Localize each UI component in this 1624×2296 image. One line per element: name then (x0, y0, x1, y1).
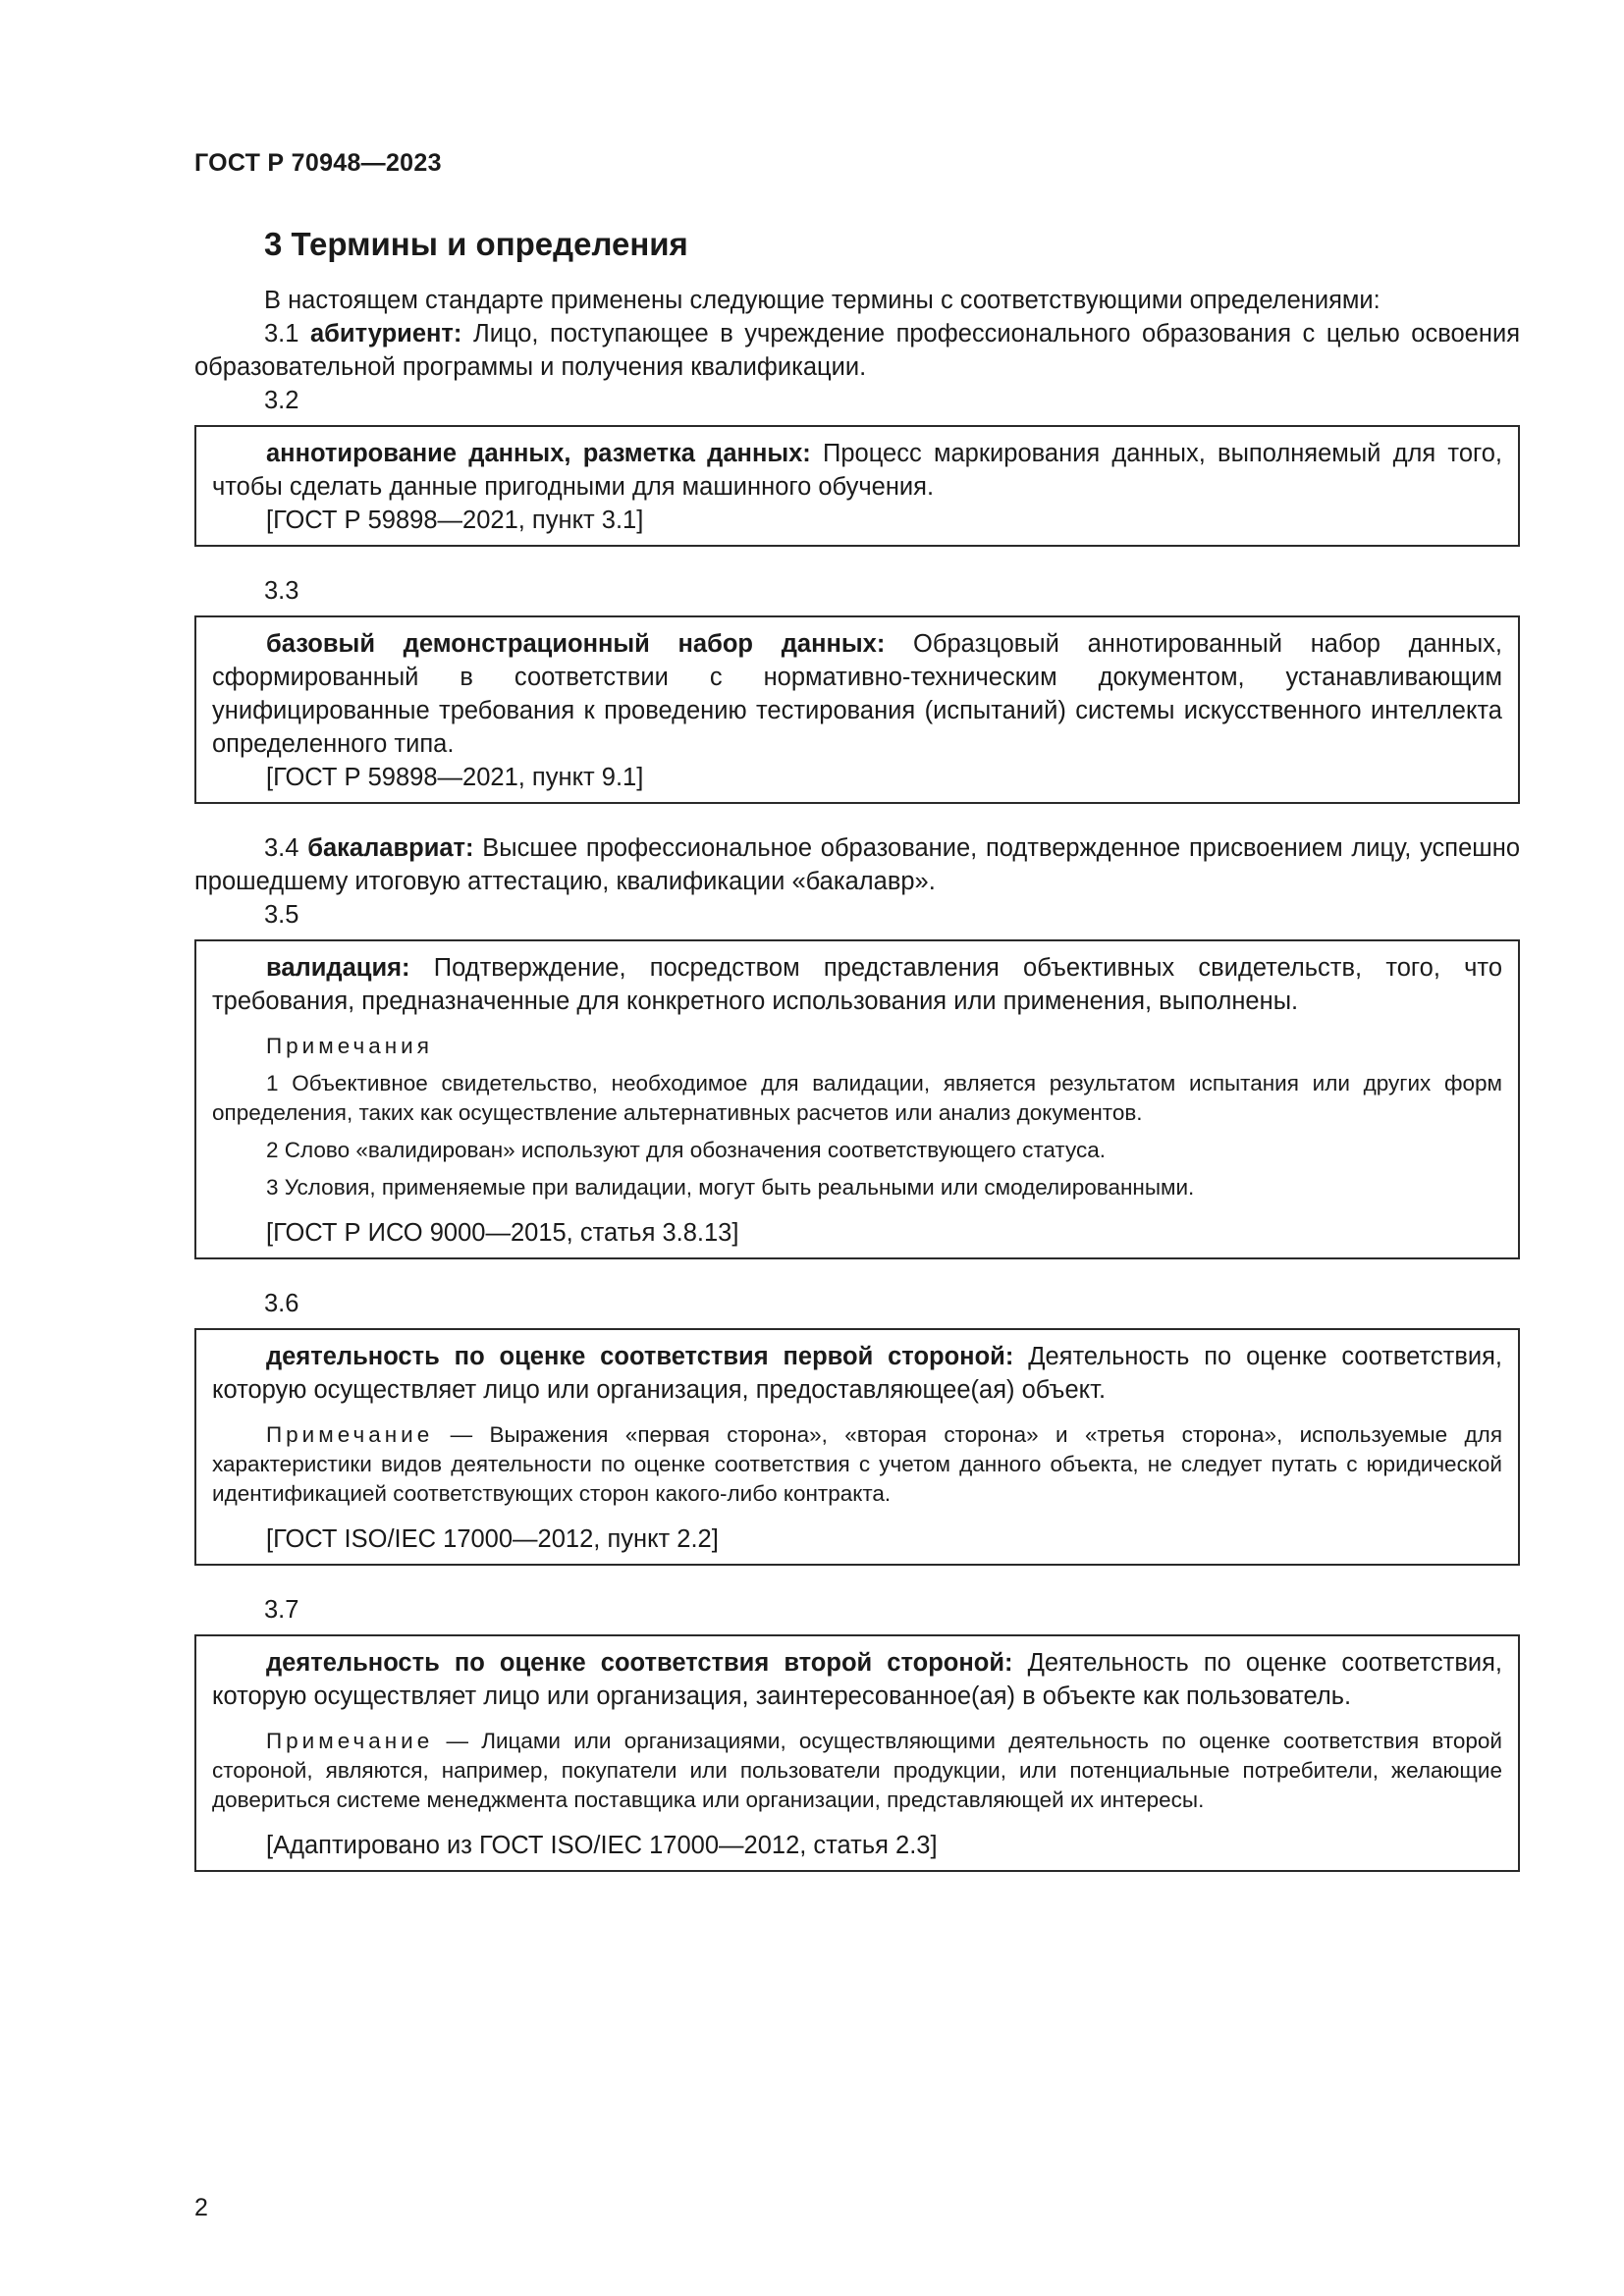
term-3-5 (212, 951, 1502, 1018)
note-label: Примечание (266, 1422, 434, 1447)
term-definition: Деятельность по оценке соответствия, которую осуществляет лицо или организация, заинтересованное(ая) в объекте как пользователь. (212, 1649, 1503, 1710)
term-source: [ГОСТ Р 59898—2021, пункт 9.1] (266, 764, 644, 791)
term-3-6 (212, 1340, 1502, 1407)
note-3: 3 Условия, применяемые при валидации, могут быть реальными или смоделированными. (266, 1175, 1195, 1200)
term-name: валидация: (266, 954, 410, 982)
note-1: 1 Объективное свидетельство, необходимое для валидации, является результатом испытания или других форм определения, таких как осуществление альтернативных расчетов или анализ документов. (212, 1071, 1502, 1125)
term-box-3-5 (194, 939, 1520, 1259)
term-number: 3.4 (264, 834, 299, 862)
term-box-3-2 (194, 425, 1520, 547)
term-note (212, 1420, 1502, 1509)
term-number: 3.1 (264, 320, 299, 347)
term-source: [ГОСТ Р 59898—2021, пункт 3.1] (266, 507, 644, 534)
term-number-3-5: 3.5 (264, 901, 299, 929)
section-body (194, 284, 1520, 1872)
note-text: — Выражения «первая сторона», «вторая сторона» и «третья сторона», используемые для характеристики видов деятельности по оценке соответствия с учетом данного объекта, не следует путать с юридической идентификацией соответствующих сторон какого-либо контракта. (212, 1422, 1502, 1506)
term-note (212, 1727, 1502, 1815)
term-3-7 (212, 1646, 1502, 1713)
section-intro: В настоящем стандарте применены следующие термины с соответствующими определениями: (264, 287, 1380, 314)
term-number-3-6: 3.6 (264, 1290, 299, 1317)
term-number-3-7: 3.7 (264, 1596, 299, 1624)
term-name: деятельность по оценке соответствия первой стороной: (266, 1343, 1014, 1370)
term-definition: Процесс маркирования данных, выполняемый для того, чтобы сделать данные пригодными для машинного обучения. (212, 440, 1503, 501)
notes-heading: Примечания (266, 1034, 433, 1058)
term-box-3-7 (194, 1634, 1520, 1872)
term-box-3-3 (194, 615, 1520, 804)
term-definition: Образцовый аннотированный набор данных, сформированный в соответствии с нормативно-техническим документом, устанавливающим унифицированные требования к проведению тестирования (испытаний) системы искусственного интеллекта определенного типа. (212, 630, 1503, 758)
term-name: абитуриент: (310, 320, 462, 347)
term-source: [Адаптировано из ГОСТ ISO/IEC 17000—2012, статья 2.3] (266, 1832, 938, 1859)
page-number: 2 (194, 2194, 208, 2221)
term-definition: Лицо, поступающее в учреждение профессионального образования с целью освоения образовательной программы и получения квалификации. (194, 320, 1520, 381)
term-definition: Подтверждение, посредством представления объективных свидетельств, того, что требования, предназначенные для конкретного использования или применения, выполнены. (212, 954, 1503, 1015)
term-source: [ГОСТ ISO/IEC 17000—2012, пункт 2.2] (266, 1525, 719, 1553)
term-box-3-6 (194, 1328, 1520, 1566)
term-3-1 (194, 317, 1520, 384)
term-definition: Высшее профессиональное образование, подтвержденное присвоением лицу, успешно прошедшему итоговую аттестацию, квалификации «бакалавр». (194, 834, 1520, 895)
note-label: Примечание (266, 1729, 434, 1753)
note-2: 2 Слово «валидирован» используют для обозначения соответствующего статуса. (266, 1138, 1106, 1162)
term-source: [ГОСТ Р ИСО 9000—2015, статья 3.8.13] (266, 1219, 739, 1247)
term-number-3-3: 3.3 (264, 577, 299, 605)
term-name: деятельность по оценке соответствия второй стороной: (266, 1649, 1013, 1677)
term-3-2 (212, 437, 1502, 504)
term-name: бакалавриат: (307, 834, 474, 862)
term-3-4 (194, 831, 1520, 898)
term-name: аннотирование данных, разметка данных: (266, 440, 811, 467)
document-code: ГОСТ Р 70948—2023 (194, 149, 442, 177)
section-title: 3 Термины и определения (264, 226, 688, 262)
term-name: базовый демонстрационный набор данных: (266, 630, 886, 658)
term-definition: Деятельность по оценке соответствия, которую осуществляет лицо или организация, предоставляющее(ая) объект. (212, 1343, 1503, 1404)
term-3-3 (212, 627, 1502, 761)
note-text: — Лицами или организациями, осуществляющими деятельность по оценке соответствия второй стороной, являются, например, покупатели или пользователи продукции, или потенциальные потребители, желающие довериться системе менеджмента поставщика или организации, представляющей их интересы. (212, 1729, 1502, 1812)
term-number-3-2: 3.2 (264, 387, 299, 414)
